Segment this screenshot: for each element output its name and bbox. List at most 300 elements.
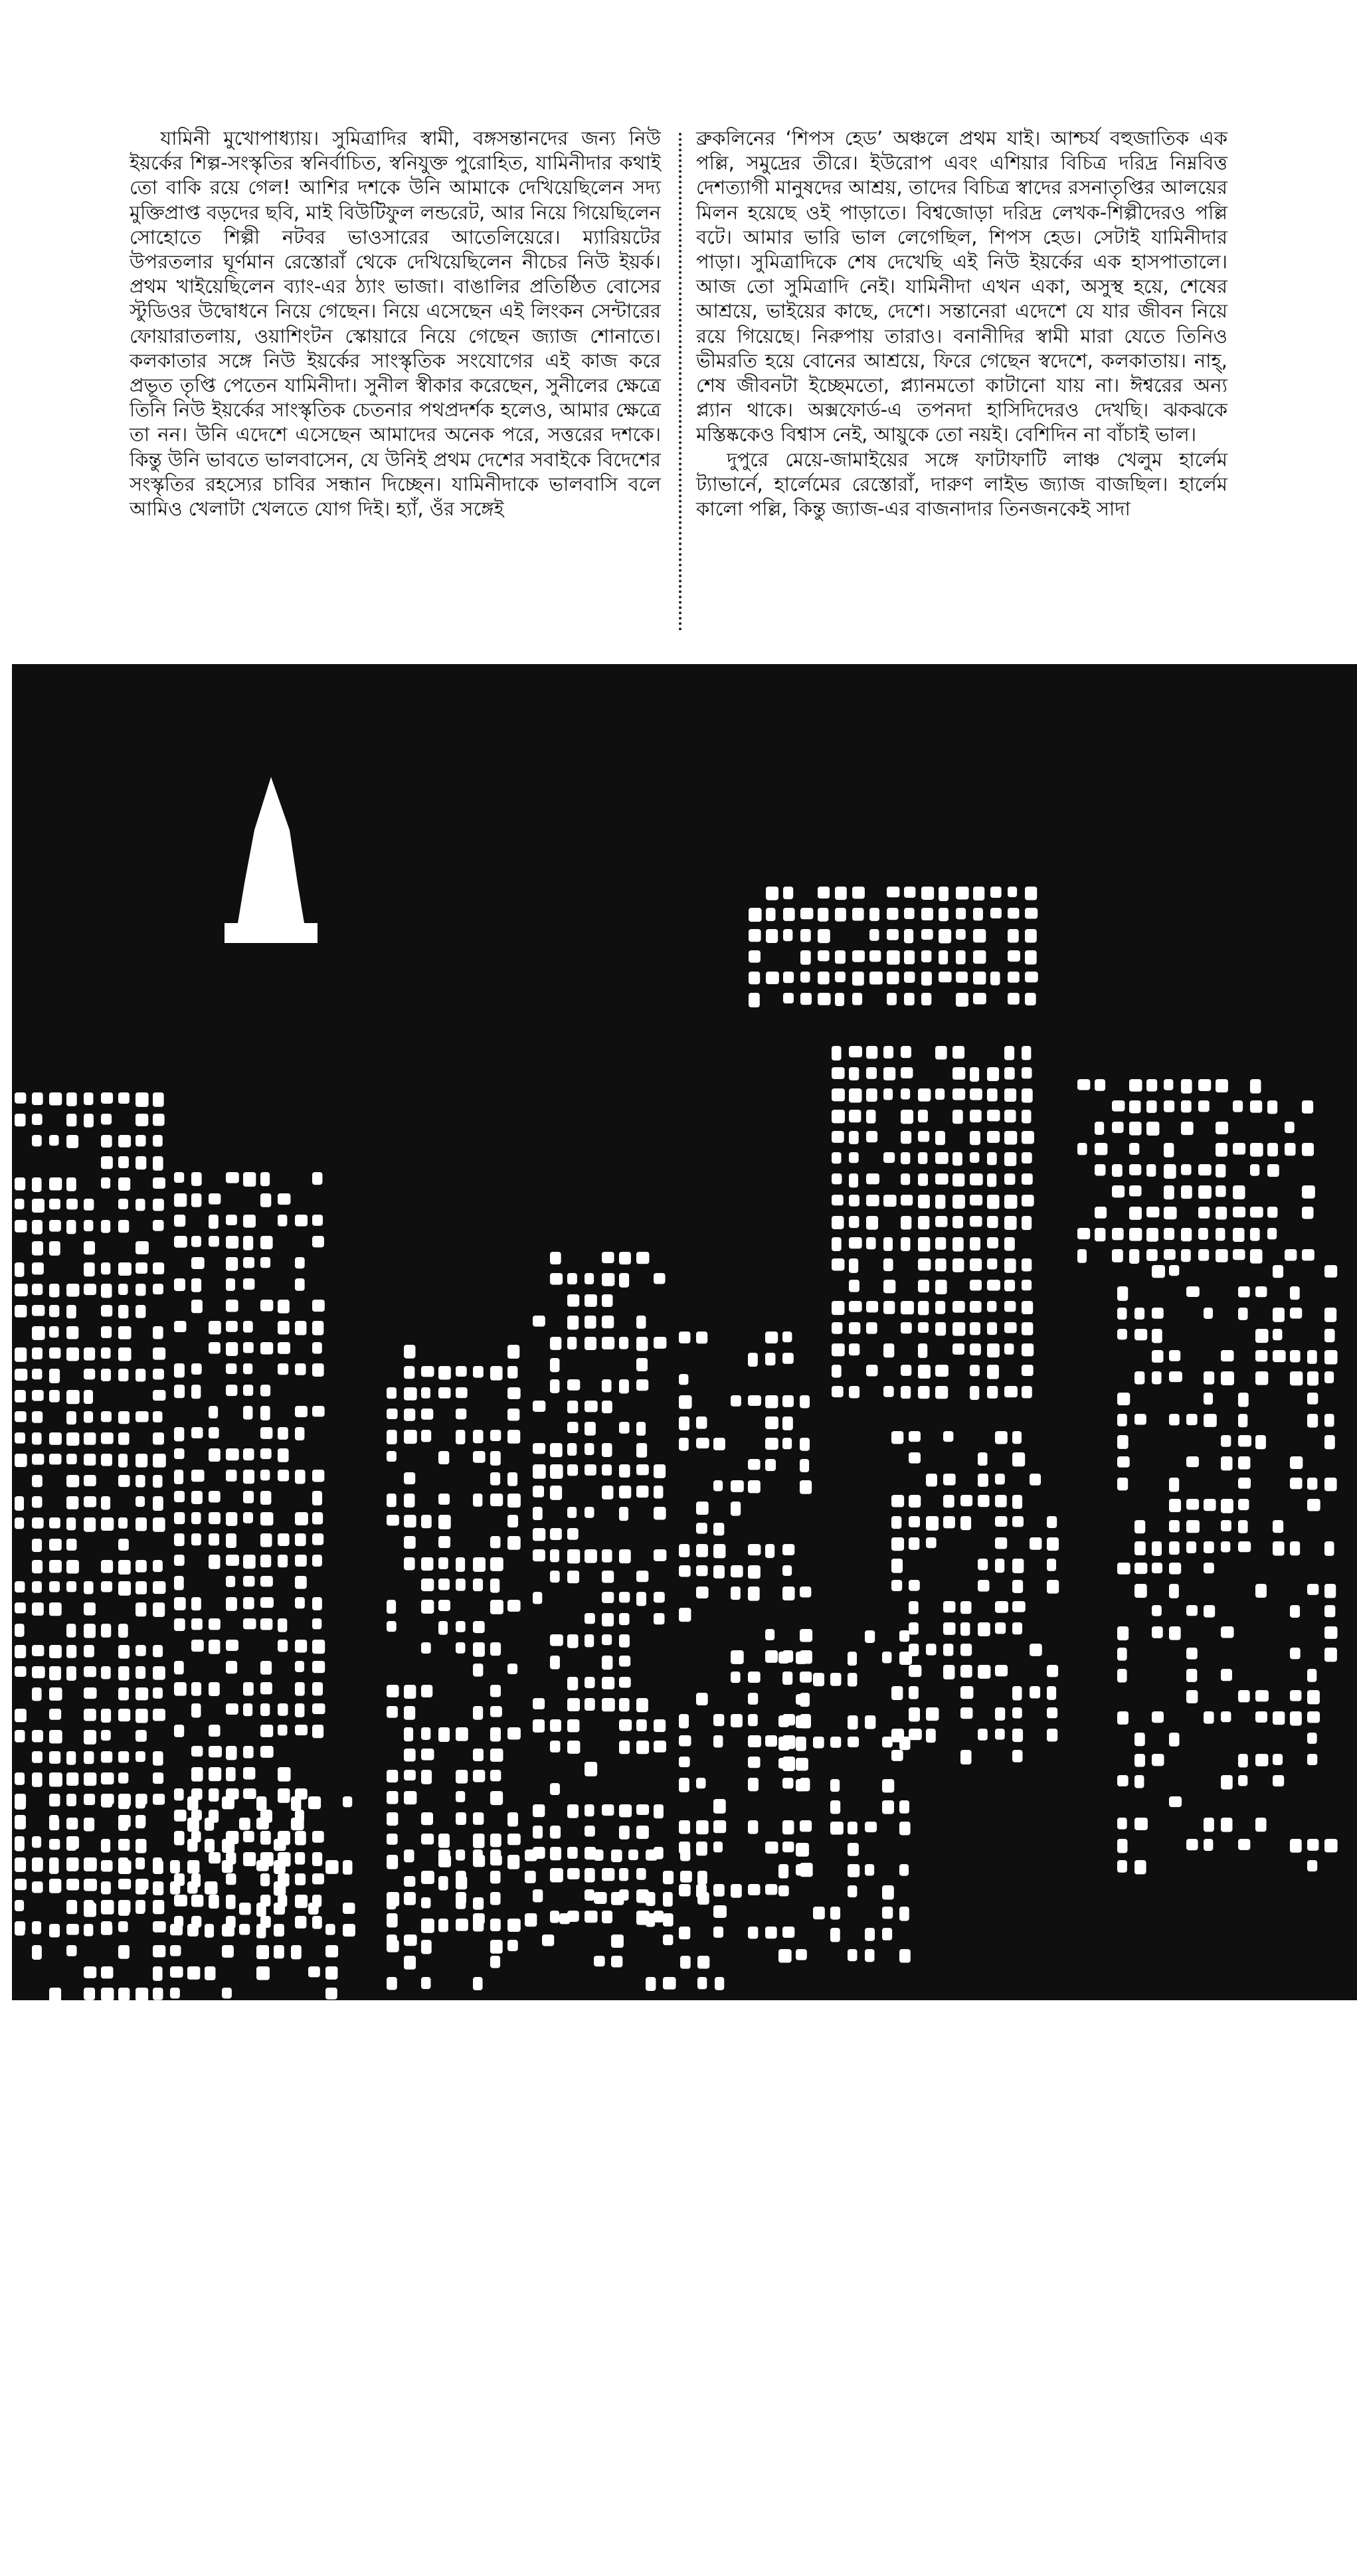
window-light <box>15 1454 27 1467</box>
window-light <box>935 1216 947 1227</box>
window-light <box>852 993 862 1005</box>
window-light <box>490 1451 501 1466</box>
window-light <box>891 1686 903 1700</box>
window-light <box>987 1301 996 1312</box>
window-light <box>990 972 1000 986</box>
window-light <box>260 1533 272 1547</box>
window-light <box>456 1727 468 1741</box>
window-light <box>256 1924 266 1938</box>
window-light <box>567 1337 577 1349</box>
window-light <box>970 1258 982 1271</box>
window-light <box>550 1741 560 1753</box>
window-light <box>260 1385 270 1397</box>
window-light <box>295 1363 306 1375</box>
window-light <box>274 1924 284 1936</box>
window-light <box>731 1650 744 1664</box>
window-light <box>226 1321 238 1332</box>
window-light <box>66 1114 76 1126</box>
window-light <box>473 1664 483 1677</box>
window-light <box>619 1337 628 1349</box>
window-light <box>66 1945 77 1956</box>
window-light <box>943 1431 953 1442</box>
window-light <box>636 1868 646 1880</box>
window-light <box>818 908 828 922</box>
window-light <box>594 1849 603 1861</box>
window-light <box>1008 950 1020 962</box>
window-light <box>1198 1100 1210 1112</box>
window-light <box>260 1236 273 1249</box>
window-light <box>1152 1265 1165 1278</box>
window-light <box>1022 1131 1034 1144</box>
window-light <box>174 1576 184 1590</box>
window-light <box>490 1956 500 1968</box>
window-light <box>731 1587 741 1600</box>
window-light <box>1047 1580 1059 1594</box>
window-light <box>696 1523 707 1534</box>
window-light <box>490 1685 501 1697</box>
window-light <box>1030 1474 1041 1486</box>
window-light <box>602 1486 613 1500</box>
window-light <box>84 1262 95 1276</box>
window-light <box>567 1677 578 1690</box>
window-light <box>679 1395 692 1409</box>
window-light <box>49 1687 62 1701</box>
window-light <box>956 972 968 983</box>
window-light <box>832 1301 844 1315</box>
window-light <box>636 1464 649 1475</box>
window-light <box>153 1900 164 1914</box>
window-light <box>490 1892 501 1905</box>
window-light <box>66 1539 76 1551</box>
window-light <box>456 1366 467 1377</box>
window-light <box>1022 1280 1032 1290</box>
window-light <box>295 1427 304 1440</box>
window-light <box>456 1849 465 1861</box>
window-light <box>765 1629 774 1640</box>
window-light <box>866 1131 877 1142</box>
window-light <box>865 1715 875 1729</box>
window-light <box>987 1237 998 1248</box>
window-light <box>899 1864 909 1876</box>
window-light <box>800 1459 809 1472</box>
window-light <box>473 1557 486 1572</box>
window-light <box>731 1714 743 1727</box>
window-light <box>209 1342 221 1354</box>
window-light <box>260 1193 271 1207</box>
window-light <box>209 1618 221 1630</box>
window-light <box>243 1321 253 1333</box>
window-light <box>32 1539 42 1552</box>
window-light <box>899 1652 912 1665</box>
window-light <box>295 1278 305 1291</box>
window-light <box>473 1897 484 1910</box>
window-light <box>32 1921 41 1934</box>
window-light <box>136 1284 146 1296</box>
window-light <box>1012 1580 1023 1593</box>
window-light <box>849 1386 859 1398</box>
window-light <box>84 1347 95 1361</box>
window-light <box>295 1725 308 1735</box>
window-light <box>1198 1207 1210 1219</box>
window-light <box>274 1860 286 1874</box>
window-light <box>918 1365 931 1379</box>
window-light <box>849 1067 859 1080</box>
window-light <box>1250 1207 1263 1218</box>
window-light <box>101 1988 114 2001</box>
window-light <box>118 1454 128 1468</box>
window-light <box>118 1369 128 1381</box>
window-light <box>995 1707 1005 1721</box>
window-light <box>1290 1456 1303 1469</box>
window-light <box>1290 1839 1302 1853</box>
window-light <box>748 1735 761 1747</box>
window-light <box>153 1881 163 1895</box>
window-light <box>84 1454 96 1466</box>
window-light <box>226 1661 237 1674</box>
window-light <box>1285 1122 1295 1133</box>
window-light <box>490 1849 501 1860</box>
window-light <box>49 1220 61 1232</box>
window-light <box>191 1640 204 1652</box>
window-light <box>421 1749 434 1760</box>
window-light <box>118 1305 128 1318</box>
window-light <box>679 1884 691 1897</box>
window-light <box>32 1284 43 1295</box>
window-light <box>748 1820 758 1834</box>
window-light <box>312 1470 324 1482</box>
window-light <box>899 1630 909 1642</box>
window-light <box>602 1592 614 1603</box>
window-light <box>921 929 933 940</box>
window-light <box>883 1280 895 1293</box>
window-light <box>696 1544 708 1557</box>
window-light <box>813 1737 824 1749</box>
window-light <box>312 1533 323 1545</box>
window-light <box>636 1316 646 1329</box>
window-light <box>187 1796 199 1810</box>
window-light <box>153 1347 165 1360</box>
window-light <box>1164 1228 1174 1240</box>
window-light <box>1146 1100 1157 1113</box>
window-light <box>66 1751 76 1765</box>
window-light <box>101 1900 114 1915</box>
window-light <box>136 1687 148 1700</box>
window-light <box>782 1438 792 1449</box>
window-light <box>748 1395 761 1406</box>
window-light <box>1238 1308 1248 1320</box>
window-light <box>995 1474 1005 1484</box>
window-light <box>830 1907 840 1920</box>
window-light <box>84 1645 94 1658</box>
window-light <box>918 1173 928 1186</box>
window-light <box>239 1924 250 1935</box>
window-light <box>174 1193 187 1207</box>
window-light <box>136 1560 147 1573</box>
window-light <box>260 1300 273 1311</box>
window-light <box>995 1729 1005 1740</box>
window-light <box>191 1895 203 1907</box>
window-light <box>1255 1711 1267 1723</box>
window-light <box>1273 1754 1283 1765</box>
window-light <box>782 1927 794 1938</box>
window-light <box>32 1177 42 1192</box>
window-light <box>101 1177 110 1189</box>
window-light <box>567 1847 578 1859</box>
window-light <box>550 1868 563 1882</box>
window-light <box>15 1369 27 1381</box>
window-light <box>226 1703 238 1715</box>
window-light <box>939 972 952 982</box>
window-light <box>438 1557 448 1569</box>
window-light <box>848 1715 858 1729</box>
window-light <box>49 1602 62 1616</box>
window-light <box>619 1677 631 1687</box>
window-light <box>1004 1280 1015 1292</box>
window-light <box>585 1677 595 1688</box>
window-light <box>1324 1435 1335 1449</box>
window-light <box>1302 1100 1313 1114</box>
window-light <box>243 1385 253 1396</box>
window-light <box>901 1322 912 1333</box>
window-light <box>118 1475 130 1487</box>
window-light <box>970 1195 982 1205</box>
window-light <box>1290 1605 1300 1618</box>
window-light <box>619 1252 631 1264</box>
window-light <box>680 1871 692 1883</box>
window-light <box>585 1698 595 1711</box>
window-light <box>901 1301 914 1314</box>
window-light <box>1204 1371 1214 1385</box>
window-light <box>295 1470 306 1484</box>
window-light <box>84 1602 96 1615</box>
window-light <box>918 1088 931 1102</box>
window-light <box>473 1834 485 1848</box>
window-light <box>832 1365 842 1377</box>
window-light <box>550 1528 562 1540</box>
window-light <box>1117 1308 1127 1320</box>
window-light <box>800 1587 811 1597</box>
window-light <box>778 1949 792 1963</box>
window-light <box>550 1847 561 1860</box>
window-light <box>800 908 813 919</box>
window-light <box>260 1873 270 1886</box>
window-light <box>295 1661 304 1672</box>
window-light <box>278 1342 290 1354</box>
window-light <box>1267 1100 1277 1114</box>
window-light <box>295 1555 307 1567</box>
window-light <box>66 1177 76 1191</box>
window-light <box>274 1839 286 1851</box>
window-light <box>887 972 899 984</box>
window-light <box>952 1322 965 1336</box>
window-light <box>848 1949 857 1961</box>
window-light <box>404 1749 416 1761</box>
window-light <box>308 1903 319 1915</box>
window-light <box>832 1322 842 1334</box>
window-light <box>209 1895 219 1909</box>
window-light <box>32 1836 41 1848</box>
window-light <box>387 1812 398 1826</box>
window-light <box>387 1600 396 1614</box>
window-light <box>226 1767 236 1781</box>
window-light <box>1004 1237 1015 1250</box>
window-light <box>935 1365 949 1377</box>
window-light <box>191 1703 201 1717</box>
window-light <box>438 1876 448 1891</box>
window-light <box>1004 1046 1014 1060</box>
window-light <box>404 1387 417 1401</box>
window-light <box>567 1464 578 1476</box>
window-light <box>209 1406 218 1418</box>
window-light <box>243 1215 256 1228</box>
window-light <box>49 1560 62 1573</box>
window-light <box>49 1241 60 1256</box>
window-light <box>800 1438 810 1451</box>
window-light <box>952 1046 964 1059</box>
window-light <box>909 1707 920 1721</box>
window-light <box>978 1452 988 1466</box>
window-light <box>1273 1265 1283 1278</box>
window-light <box>654 1804 664 1818</box>
window-light <box>1169 1626 1181 1640</box>
window-light <box>421 1557 433 1571</box>
window-light <box>865 1822 877 1832</box>
window-light <box>918 1195 930 1209</box>
window-light <box>1012 1729 1023 1742</box>
window-light <box>312 1618 321 1629</box>
window-light <box>1186 1520 1200 1533</box>
window-light <box>1302 1249 1314 1260</box>
window-light <box>918 1258 931 1270</box>
window-light <box>990 887 1002 898</box>
window-light <box>800 972 810 983</box>
window-light <box>1022 1046 1031 1060</box>
window-light <box>84 1772 96 1786</box>
window-light <box>170 1881 180 1895</box>
window-light <box>830 1928 840 1942</box>
window-light <box>1134 1775 1144 1788</box>
window-light <box>813 1907 825 1919</box>
window-light <box>136 1199 145 1211</box>
window-light <box>1164 1143 1174 1158</box>
window-light <box>118 1709 130 1721</box>
window-light <box>800 1395 810 1408</box>
window-light <box>66 1326 78 1339</box>
window-light <box>118 1988 130 2001</box>
window-light <box>421 1940 432 1954</box>
window-light <box>796 1864 805 1875</box>
window-light <box>550 1358 559 1372</box>
window-light <box>713 1714 724 1726</box>
window-light <box>84 1666 96 1677</box>
window-light <box>852 908 864 920</box>
window-light <box>174 1555 185 1566</box>
window-light <box>765 1417 778 1429</box>
window-light <box>1004 1343 1014 1355</box>
window-light <box>970 1237 980 1250</box>
window-light <box>438 1579 450 1590</box>
window-light <box>654 1741 666 1753</box>
window-light <box>1302 1143 1314 1156</box>
window-light <box>1152 1350 1163 1363</box>
window-light <box>654 1592 665 1602</box>
window-light <box>952 1088 965 1100</box>
window-light <box>456 1791 465 1802</box>
window-light <box>1004 1088 1016 1102</box>
window-light <box>1250 1249 1262 1264</box>
window-light <box>1022 1258 1032 1271</box>
window-light <box>943 1622 955 1635</box>
window-light <box>849 1322 860 1334</box>
window-light <box>978 1665 990 1679</box>
window-light <box>1221 1350 1234 1361</box>
window-light <box>995 1665 1008 1676</box>
window-light <box>387 1892 399 1907</box>
window-light <box>663 1977 676 1990</box>
window-light <box>960 1495 972 1506</box>
window-light <box>918 1280 929 1292</box>
window-light <box>507 1345 519 1359</box>
window-light <box>921 993 931 1005</box>
window-light <box>869 908 879 921</box>
window-light <box>585 1826 595 1837</box>
window-light <box>1117 1626 1129 1640</box>
window-light <box>1273 1711 1285 1725</box>
window-light <box>343 1924 355 1936</box>
window-light <box>849 1301 862 1312</box>
window-light <box>1077 1079 1090 1090</box>
window-light <box>1152 1711 1164 1723</box>
window-light <box>118 1839 130 1851</box>
window-light <box>312 1363 324 1377</box>
window-light <box>869 950 881 962</box>
window-light <box>1302 1207 1314 1219</box>
window-light <box>987 1110 1000 1122</box>
window-light <box>697 1956 709 1968</box>
window-light <box>191 1236 201 1247</box>
window-light <box>1117 1286 1128 1301</box>
window-light <box>602 1868 614 1881</box>
window-light <box>191 1491 203 1504</box>
window-light <box>679 1331 690 1343</box>
window-light <box>174 1363 185 1377</box>
window-light <box>832 1067 845 1079</box>
window-light <box>713 1884 725 1897</box>
window-light <box>49 1092 62 1106</box>
window-light <box>909 1580 920 1591</box>
window-light <box>174 1321 186 1332</box>
window-light <box>567 1316 579 1330</box>
window-light <box>84 1220 93 1231</box>
window-light <box>1169 1584 1179 1598</box>
window-light <box>49 1347 60 1359</box>
window-light <box>796 1779 805 1792</box>
window-light <box>1008 993 1020 1005</box>
window-light <box>567 1528 579 1540</box>
window-light <box>136 1645 146 1656</box>
window-light <box>830 1822 844 1835</box>
window-light <box>473 1770 485 1782</box>
window-light <box>1186 1286 1200 1297</box>
window-light <box>205 1966 215 1980</box>
window-light <box>899 1822 911 1835</box>
window-light <box>1012 1686 1022 1700</box>
window-light <box>1307 1499 1320 1511</box>
window-light <box>952 1067 965 1080</box>
window-light <box>66 1475 79 1487</box>
window-light <box>1181 1185 1192 1199</box>
window-light <box>832 1258 844 1270</box>
